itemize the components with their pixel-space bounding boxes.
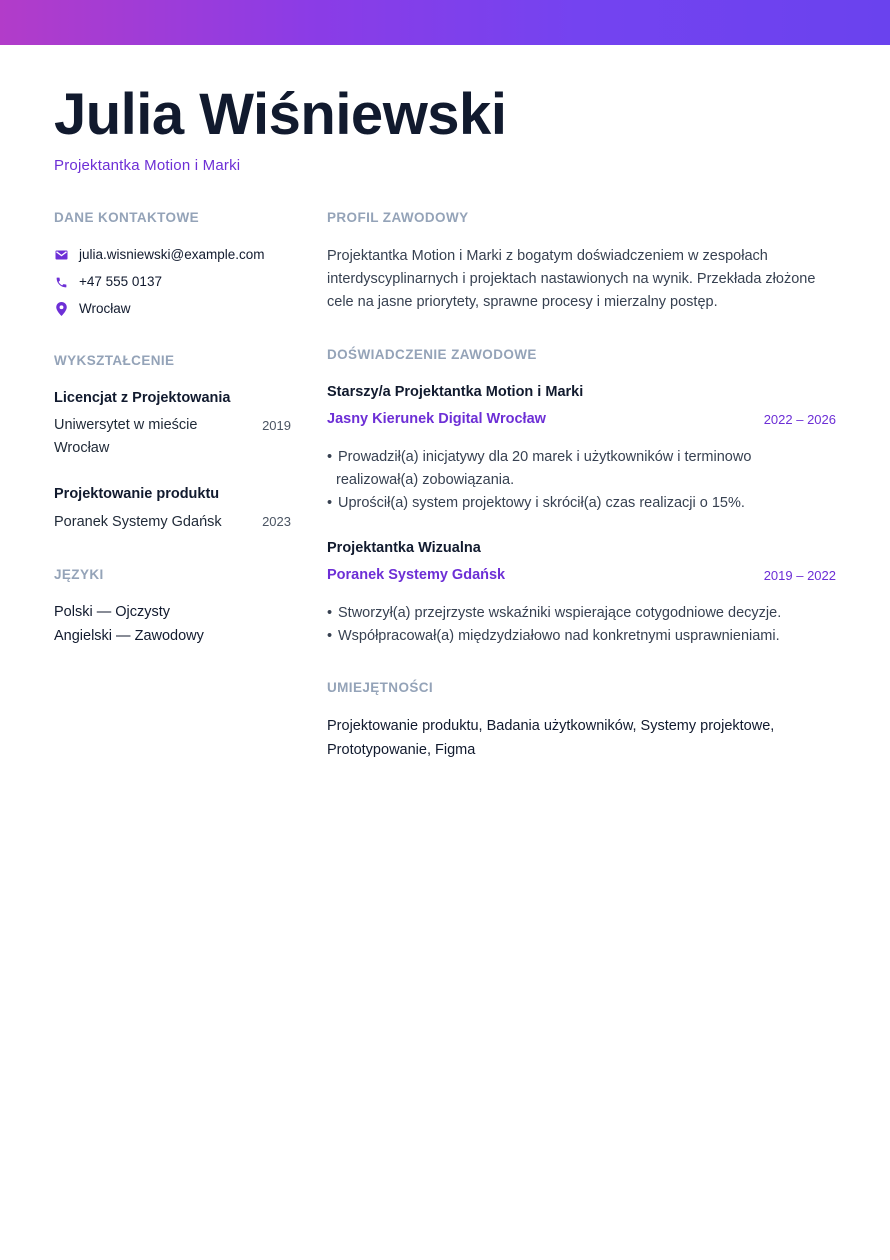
candidate-name: Julia Wiśniewski: [54, 82, 507, 147]
job-bullet: • Uprościł(a) system projektowy i skrócił(a) czas realizacji o 15%.: [327, 492, 837, 515]
languages-heading: JĘZYKI: [54, 567, 104, 582]
envelope-icon: [54, 248, 68, 262]
contact-location-text: Wrocław: [79, 301, 131, 316]
job-bullet: • Stworzył(a) przejrzyste wskaźniki wspierające cotygodniowe decyzje.: [327, 602, 837, 625]
education-item-2-year: 2023: [262, 514, 291, 529]
profile-summary: Projektantka Motion i Marki z bogatym doświadczeniem w zespołach interdyscyplinarnych i projektach nastawionych na wynik. Przekłada złożone cele na jasne priorytety, sprawne procesy i mierzalny postęp.: [327, 248, 816, 310]
job-1-dates: 2022 – 2026: [763, 412, 836, 427]
contact-phone-text: +47 555 0137: [79, 274, 162, 289]
language-item: Angielski — Zawodowy: [54, 628, 204, 644]
education-item-1-institution: Uniwersytet w mieście Wrocław: [54, 417, 198, 456]
contact-location: [54, 299, 131, 319]
job-1-title: Starszy/a Projektantka Motion i Marki: [327, 384, 584, 400]
contact-phone[interactable]: [54, 272, 162, 292]
job-2-title: Projektantka Wizualna: [327, 540, 481, 556]
skills-heading: UMIEJĘTNOŚCI: [327, 680, 434, 695]
education-heading: WYKSZTAŁCENIE: [54, 353, 175, 368]
education-item-1-year: 2019: [262, 418, 291, 433]
contact-email-text: julia.wisniewski@example.com: [79, 247, 265, 262]
phone-icon: [54, 275, 68, 289]
location-pin-icon: [54, 302, 68, 316]
job-2-dates: 2019 – 2022: [763, 568, 836, 583]
header-gradient-bar: [0, 0, 890, 45]
experience-heading: DOŚWIADCZENIE ZAWODOWE: [327, 347, 537, 362]
contact-heading: DANE KONTAKTOWE: [54, 210, 199, 225]
education-item-2-title: Projektowanie produktu: [54, 486, 220, 502]
job-bullet: • Współpracował(a) międzydziałowo nad konkretnymi usprawnieniami.: [327, 625, 837, 648]
language-item: Polski — Ojczysty: [54, 604, 171, 620]
contact-email[interactable]: [54, 245, 265, 265]
profile-heading: PROFIL ZAWODOWY: [327, 210, 469, 225]
job-bullet: • Prowadził(a) inicjatywy dla 20 marek i użytkowników i terminowo realizował(a) zobowiązania.: [327, 446, 837, 492]
job-2-bullets: [327, 602, 837, 648]
education-item-2-institution: Poranek Systemy Gdańsk: [54, 514, 222, 530]
job-1-company: Jasny Kierunek Digital Wrocław: [327, 411, 546, 427]
education-item-1-title: Licencjat z Projektowania: [54, 390, 231, 406]
job-1-bullets: [327, 446, 837, 515]
skills-list: Projektowanie produktu, Badania użytkowników, Systemy projektowe, Prototypowanie, Figma: [327, 718, 775, 758]
candidate-role: Projektantka Motion i Marki: [54, 157, 241, 174]
job-2-company: Poranek Systemy Gdańsk: [327, 567, 506, 583]
